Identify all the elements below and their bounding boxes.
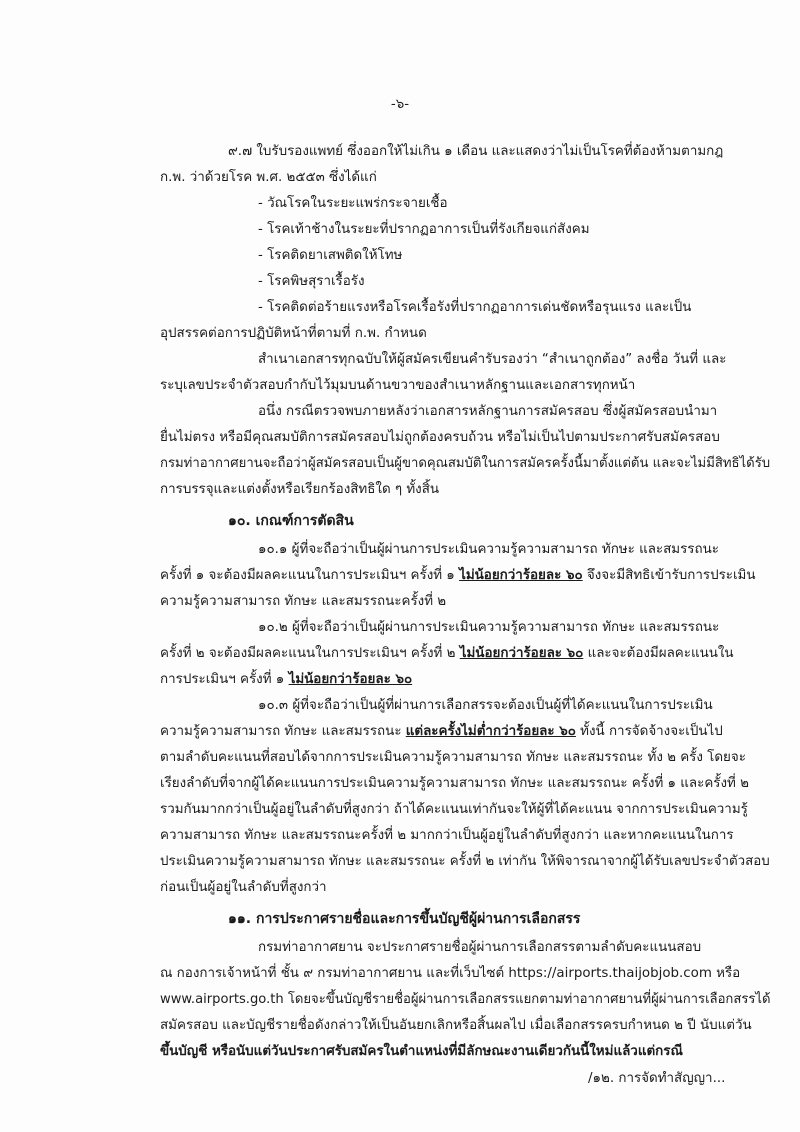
s102-threshold-2: ไม่น้อยกว่าร้อยละ ๖๐ bbox=[288, 672, 413, 687]
s11-line4: สมัครสอบ และบัญชีรายชื่อดังกล่าวให้เป็นอันยกเลิกหรือสิ้นผลไป เมื่อเลือกสรรครบกำหนด ๒ ปี นับแต่วัน bbox=[160, 1018, 752, 1033]
page-number: -๖- bbox=[390, 97, 410, 112]
s103-line2: ความรู้ความสามารถ ทักษะ และสมรรถนะ แต่ละครั้งไม่ต่ำกว่าร้อยละ ๖๐ ทั้งนี้ การจัดจ้างจะเป็นไป bbox=[160, 724, 723, 739]
s102-line3: การประเมินฯ ครั้งที่ ๑ ไม่น้อยกว่าร้อยละ ๖๐ bbox=[160, 672, 413, 687]
s103-line4: เรียงลำดับที่จากผู้ได้คะแนนการประเมินความรู้ความสามารถ ทักษะ และสมรรถนะ ครั้งที่ ๑ และครั้งที่ ๒ bbox=[160, 776, 749, 791]
disease-item-5-cont: อุปสรรคต่อการปฏิบัติหน้าที่ตามที่ ก.พ. กำหนด bbox=[160, 326, 427, 341]
s101-line1: ๑๐.๑ ผู้ที่จะถือว่าเป็นผู้ผ่านการประเมินความรู้ความสามารถ ทักษะ และสมรรถนะ bbox=[258, 542, 719, 557]
disease-item-5: - โรคติดต่อร้ายแรงหรือโรคเรื้อรังที่ปรากฏอาการเด่นชัดหรือรุนแรง และเป็น bbox=[258, 300, 692, 315]
s102-line1: ๑๐.๒ ผู้ที่จะถือว่าเป็นผู้ผ่านการประเมินความรู้ความสามารถ ทักษะ และสมรรถนะ bbox=[258, 620, 720, 635]
s11-line1: กรมท่าอากาศยาน จะประกาศรายชื่อผู้ผ่านการเลือกสรรตามลำดับคะแนนสอบ bbox=[258, 940, 702, 955]
s97-line2: ก.พ. ว่าด้วยโรค พ.ศ. ๒๕๕๓ ซึ่งได้แก่ bbox=[160, 170, 377, 185]
s101-line2: ครั้งที่ ๑ จะต้องมีผลคะแนนในการประเมินฯ ครั้งที่ ๑ ไม่น้อยกว่าร้อยละ ๖๐ จึงจะมีสิทธิเข้ารับการประเมิน bbox=[160, 568, 756, 583]
s102-threshold: ไม่น้อยกว่าร้อยละ ๖๐ bbox=[459, 646, 584, 661]
disease-item-3: - โรคติดยาเสพติดให้โทษ bbox=[258, 248, 403, 263]
s103-line1: ๑๐.๓ ผู้ที่จะถือว่าเป็นผู้ที่ผ่านการเลือกสรรจะต้องเป็นผู้ที่ได้คะแนนในการประเมิน bbox=[258, 698, 713, 713]
s103-line3: ตามลำดับคะแนนที่สอบได้จากการประเมินความรู้ความสามารถ ทักษะ และสมรรถนะ ทั้ง ๒ ครั้ง โดยจะ bbox=[160, 750, 746, 765]
note-line4: การบรรจุและแต่งตั้งหรือเรียกร้องสิทธิใด ๆ ทั้งสิ้น bbox=[160, 482, 440, 497]
disease-item-4: - โรคพิษสุราเรื้อรัง bbox=[258, 274, 365, 289]
s102-line2: ครั้งที่ ๒ จะต้องมีผลคะแนนในการประเมินฯ ครั้งที่ ๒ ไม่น้อยกว่าร้อยละ ๖๐ และจะต้องมีผลคะแนนใน bbox=[160, 646, 734, 661]
note-line1: อนึ่ง กรณีตรวจพบภายหลังว่าเอกสารหลักฐานการสมัครสอบ ซึ่งผู้สมัครสอบนำมา bbox=[258, 404, 718, 419]
s97-line1: ๙.๗ ใบรับรองแพทย์ ซึ่งออกให้ไม่เกิน ๑ เดือน และแสดงว่าไม่เป็นโรคที่ต้องห้ามตามกฎ bbox=[228, 144, 724, 159]
s11-line2: ณ กองการเจ้าหน้าที่ ชั้น ๙ กรมท่าอากาศยาน และที่เว็บไซต์ https://airports.thaijobjob.com หรือ bbox=[160, 966, 741, 981]
note-line2: ยื่นไม่ตรง หรือมีคุณสมบัติการสมัครสอบไม่ถูกต้องครบถ้วน หรือไม่เป็นไปตามประกาศรับสมัครสอบ bbox=[160, 430, 720, 445]
s101-threshold: ไม่น้อยกว่าร้อยละ ๖๐ bbox=[459, 568, 583, 583]
s103-line8: ก่อนเป็นผู้อยู่ในลำดับที่สูงกว่า bbox=[160, 880, 327, 895]
certify-line1: สำเนาเอกสารทุกฉบับให้ผู้สมัครเขียนคำรับรองว่า “สำเนาถูกต้อง” ลงชื่อ วันที่ และ bbox=[258, 352, 727, 367]
s103-line6: ความสามารถ ทักษะ และสมรรถนะครั้งที่ ๒ มากกว่าเป็นผู้อยู่ในลำดับที่สูงกว่า และหากคะแนนในการ bbox=[160, 828, 734, 843]
s103-threshold: แต่ละครั้งไม่ต่ำกว่าร้อยละ ๖๐ bbox=[405, 724, 576, 739]
s103-line7: ประเมินความรู้ความสามารถ ทักษะ และสมรรถนะ ครั้งที่ ๒ เท่ากัน ให้พิจารณาจากผู้ได้รับเลขประจำตัวสอบ bbox=[160, 854, 770, 869]
next-page-reference: /๑๒. การจัดทำสัญญา... bbox=[588, 1071, 726, 1086]
s11-line3: www.airports.go.th โดยจะขึ้นบัญชีรายชื่อผู้ผ่านการเลือกสรรแยกตามท่าอากาศยานที่ผู้ผ่านการเลือกสรรได้ bbox=[160, 992, 771, 1007]
s11-line5: ขึ้นบัญชี หรือนับแต่วันประกาศรับสมัครในตำแหน่งที่มีลักษณะงานเดียวกันนี้ใหม่แล้วแต่กรณี bbox=[160, 1044, 683, 1059]
disease-item-1: - วัณโรคในระยะแพร่กระจายเชื้อ bbox=[258, 196, 448, 211]
disease-item-2: - โรคเท้าช้างในระยะที่ปรากฏอาการเป็นที่รังเกียจแก่สังคม bbox=[258, 222, 590, 237]
section-11-heading: ๑๑. การประกาศรายชื่อและการขึ้นบัญชีผู้ผ่านการเลือกสรร bbox=[228, 911, 581, 927]
s101-line3: ความรู้ความสามารถ ทักษะ และสมรรถนะครั้งที่ ๒ bbox=[160, 594, 447, 609]
section-10-heading: ๑๐. เกณฑ์การตัดสิน bbox=[228, 513, 354, 529]
s103-line5: รวมกันมากกว่าเป็นผู้อยู่ในลำดับที่สูงกว่า ถ้าได้คะแนนเท่ากันจะให้ผู้ที่ได้คะแนน จากการประเมินความรู้ bbox=[160, 802, 748, 817]
certify-line2: ระบุเลขประจำตัวสอบกำกับไว้มุมบนด้านขวาของสำเนาหลักฐานและเอกสารทุกหน้า bbox=[160, 378, 636, 393]
note-line3: กรมท่าอากาศยานจะถือว่าผู้สมัครสอบเป็นผู้ขาดคุณสมบัติในการสมัครครั้งนี้มาตั้งแต่ต้น และจะไม่มีสิทธิได้รับ bbox=[160, 456, 771, 471]
